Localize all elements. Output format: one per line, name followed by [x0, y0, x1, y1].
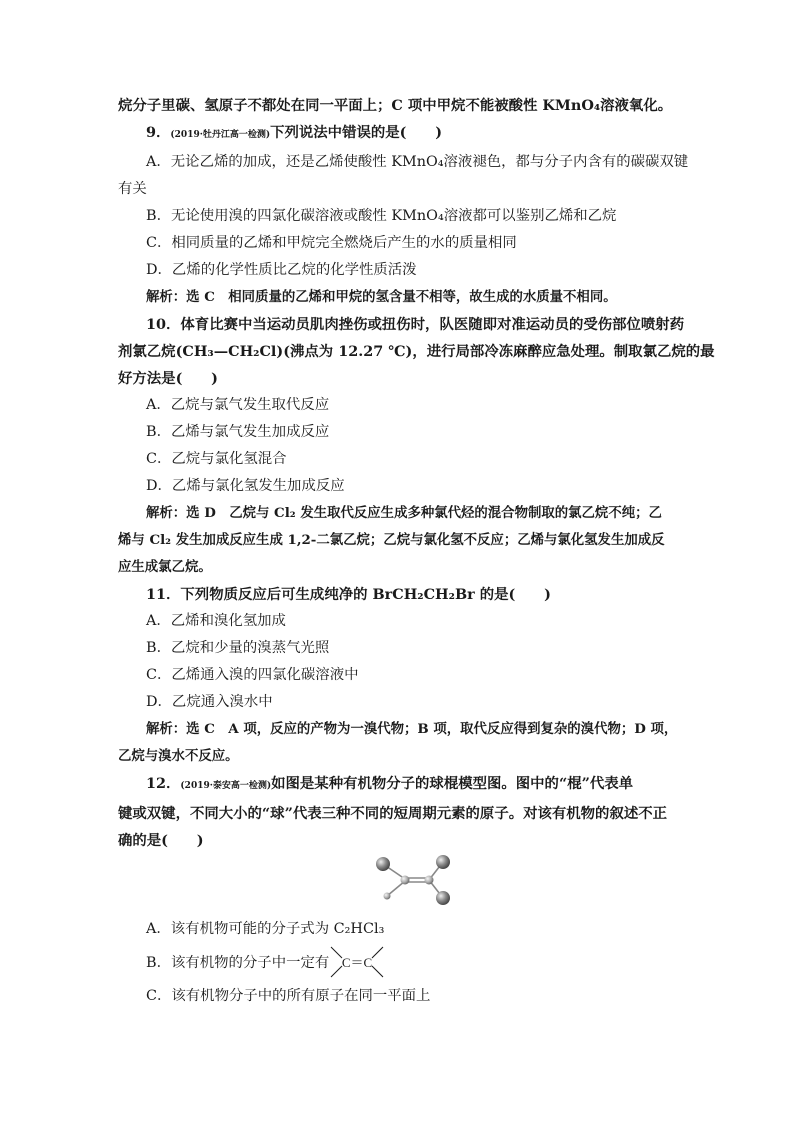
q9-option-d: D．乙烯的化学性质比乙烷的化学性质活泼	[146, 262, 417, 278]
carbon-atom	[401, 876, 410, 885]
ball-and-stick-model-figure	[118, 854, 680, 912]
q10-analysis-line1: 解析：选 D 乙烷与 Cl₂ 发生取代反应生成多种氯代烃的混合物制取的氯乙烷不纯；乙	[146, 505, 662, 521]
q9-source: (2019·牡丹江高一检测)	[170, 130, 271, 140]
q11-analysis-line2: 乙烷与溴水不反应。	[118, 748, 239, 764]
q11-option-b: B．乙烷和少量的溴蒸气光照	[146, 640, 330, 656]
carbon-atom	[425, 876, 434, 885]
q12-option-b-text: B．该有机物的分子中一定有	[146, 955, 330, 971]
q9-stem	[118, 119, 680, 149]
q12-number: 12．	[146, 775, 181, 792]
chlorine-atom	[436, 855, 450, 869]
q12-stem-line2: 键或双键，不同大小的“球”代表三种不同的短周期元素的原子。对该有机物的叙述不正	[118, 805, 668, 822]
q10-stem-line1: 10．体育比赛中当运动员肌肉挫伤或扭伤时，队医随即对准运动员的受伤部位喷射药	[146, 316, 685, 333]
q11-stem: 11．下列物质反应后可生成纯净的 BrCH₂CH₂Br 的是( )	[146, 586, 551, 603]
q9-analysis: 解析：选 C 相同质量的乙烯和甲烷的氢含量不相等，故生成的水质量不相同。	[146, 289, 617, 305]
document-page	[118, 92, 715, 1010]
ball-and-stick-model	[373, 854, 457, 910]
q9-question: 下列说法中错误的是( )	[270, 124, 443, 141]
q10-stem-line2: 剂氯乙烷(CH₃—CH₂Cl)(沸点为 12.27 ℃)，进行局部冷冻麻醉应急处理。制取氯乙烷的最	[118, 343, 715, 360]
q12-stem-line3: 确的是( )	[118, 832, 204, 849]
q12-source: (2019·泰安高一检测)	[180, 781, 272, 791]
q10-option-b: B．乙烯与氯气发生加成反应	[146, 424, 330, 440]
q9-option-c: C．相同质量的乙烯和甲烷完全燃烧后产生的水的质量相同	[146, 235, 517, 251]
q10-analysis-line3: 应生成氯乙烷。	[118, 559, 212, 575]
q8-analysis-tail: 烷分子里碳、氢原子不都处在同一平面上；C 项中甲烷不能被酸性 KMnO₄溶液氧化。	[118, 97, 673, 114]
q11-option-d: D．乙烷通入溴水中	[146, 694, 273, 710]
q12-stem-line1	[118, 770, 680, 800]
q12-question: 如图是某种有机物分子的球棍模型图。图中的“棍”代表单	[271, 775, 634, 792]
q9-option-a-cont: 有关	[118, 181, 147, 197]
chlorine-atom	[376, 857, 390, 871]
q12-option-b	[118, 943, 680, 983]
q10-option-a: A．乙烷与氯气发生取代反应	[146, 397, 330, 413]
q11-option-a: A．乙烯和溴化氢加成	[146, 613, 286, 629]
q10-option-c: C．乙烷与氯化氢混合	[146, 451, 287, 467]
q9-option-b: B．无论使用溴的四氯化碳溶液或酸性 KMnO₄溶液都可以鉴别乙烯和乙烷	[146, 208, 617, 224]
q9-number: 9．	[146, 124, 171, 141]
q10-analysis-line2: 烯与 Cl₂ 发生加成反应生成 1,2-二氯乙烷；乙烷与氯化氢不反应；乙烯与氯化氢发生加成反	[118, 532, 665, 548]
q11-option-c: C．乙烯通入溴的四氯化碳溶液中	[146, 667, 359, 683]
q9-option-a: A．无论乙烯的加成，还是乙烯使酸性 KMnO₄溶液褪色，都与分子内含有的碳碳双键	[146, 154, 689, 170]
hydrogen-atom	[384, 893, 391, 900]
q10-stem-line3: 好方法是( )	[118, 370, 218, 387]
chlorine-atom	[436, 891, 450, 905]
q10-option-d: D．乙烯与氯化氢发生加成反应	[146, 478, 345, 494]
q12-option-a: A．该有机物可能的分子式为 C₂HCl₃	[146, 921, 385, 937]
q12-option-c: C．该有机物分子中的所有原子在同一平面上	[146, 988, 431, 1004]
q11-analysis-line1: 解析：选 C A 项，反应的产物为一溴代物；B 项，取代反应得到复杂的溴代物；D 项，	[146, 721, 678, 737]
double-bond-formula: C＝C	[342, 955, 373, 970]
carbon-carbon-double-bond-structure	[329, 953, 385, 973]
